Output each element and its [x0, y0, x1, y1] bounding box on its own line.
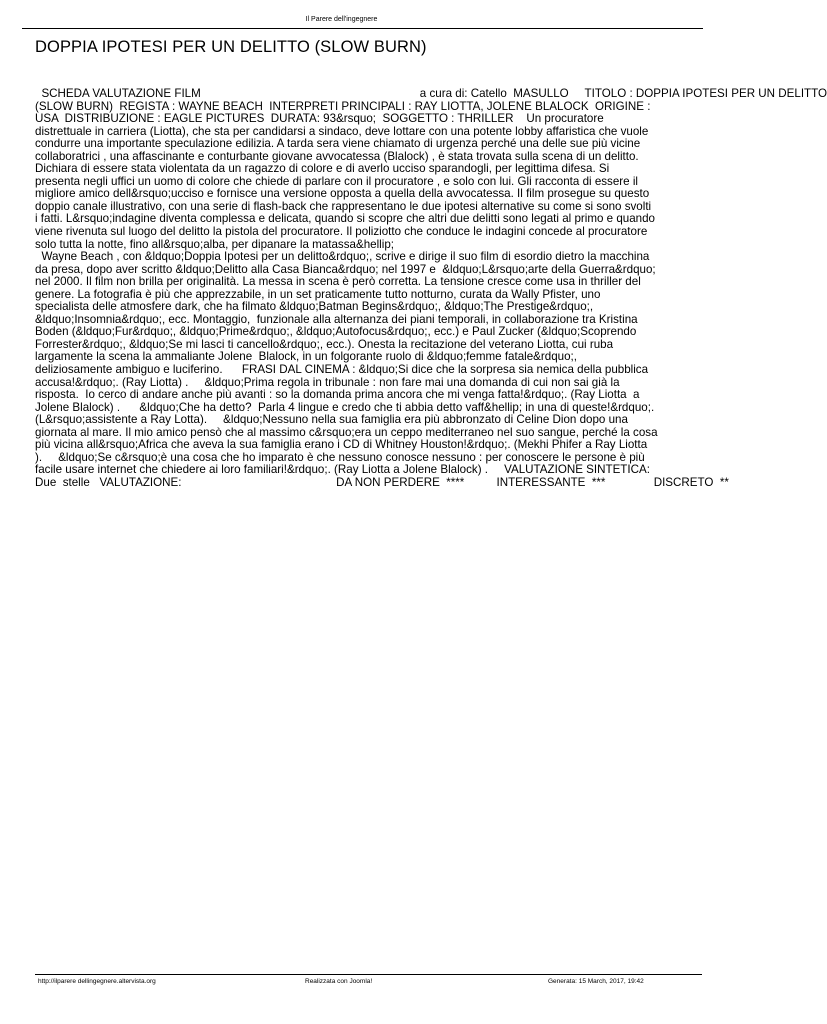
body-line: risposta. Io cerco di andare anche più avanti : so la domanda prima ancora che mi venga fatta!&rdquo;. (Ray Liotta a	[35, 388, 640, 402]
article-title: DOPPIA IPOTESI PER UN DELITTO (SLOW BURN)	[35, 38, 427, 56]
body-line	[35, 515, 725, 528]
article-body	[35, 87, 827, 540]
body-line: Boden (&ldquo;Fur&rdquo;, &ldquo;Prime&rdquo;, &ldquo;Autofocus&rdquo;, ecc.) e Paul Zucker (&ldquo;Scoprendo	[35, 325, 637, 339]
body-line: (L&rsquo;assistente a Ray Lotta). &ldquo;Nessuno nella sua famiglia era più abbronzato di Celine Dion dopo una	[35, 413, 628, 427]
body-line	[35, 527, 725, 540]
header-divider	[22, 28, 703, 29]
body-line: doppio canale illustrativo, con una serie di flash-back che rappresentano le due ipotesi alternative su come si sono svolti	[35, 199, 652, 213]
body-line: specialista delle atmosfere dark, che ha filmato &ldquo;Batman Begins&rdquo;, &ldquo;The Prestige&rdquo;,	[35, 300, 594, 314]
body-line: accusa!&rdquo;. (Ray Liotta) . &ldquo;Prima regola in tribunale : non fare mai una domanda di cui non sai già la	[35, 375, 620, 389]
body-line: migliore amico dell&rsquo;ucciso e fornisce una versione opposta a quella della avvocatessa. Il film prosegue su questo	[35, 187, 650, 201]
body-line: distrettuale in carriera (Liotta), che sta per candidarsi a sindaco, deve lottare con una potente lobby affaristica che vuole	[35, 124, 649, 138]
body-line: più vicina all&rsquo;Africa che aveva la sua famiglia erano i CD di Whitney Houston!&rdquo;. (Mekhi Phifer a Ray Liotta	[35, 438, 648, 452]
body-line: &ldquo;Insomnia&rdquo;, ecc. Montaggio, funzionale alla alternanza dei piani temporali, in collaborazione tra Kristina	[35, 312, 638, 326]
body-line: i fatti. L&rsquo;indagine diventa complessa e delicata, quando si scopre che altri due delitti sono legati al primo e quando	[35, 212, 656, 226]
body-line: Due stelle VALUTAZIONE: DA NON PERDERE **** INTERESSANTE *** DISCRETO **	[35, 475, 729, 489]
body-line: da presa, dopo aver scritto &ldquo;Delitto alla Casa Bianca&rdquo; nel 1997 e &ldquo;L&rsquo;arte della Guerra&rdquo;	[35, 262, 656, 276]
body-line	[35, 490, 725, 503]
body-line: condurre una importante speculazione edilizia. A tarda sera viene chiamato di urgenza perché una delle sue più vicine	[35, 137, 641, 151]
body-line: SCHEDA VALUTAZIONE FILM a cura di: Catello MASULLO TITOLO : DOPPIA IPOTESI PER UN DELITTO	[35, 87, 827, 100]
body-line: largamente la scena la ammaliante Jolene Blalock, in un folgorante ruolo di &ldquo;femme fatale&rdquo;,	[35, 350, 578, 364]
body-line	[35, 502, 725, 515]
body-line: deliziosamente ambiguo e luciferino. FRASI DAL CINEMA : &ldquo;Si dice che la sorpresa sia nemica della pubblica	[35, 363, 649, 377]
footer-generated-date: Generata: 15 March, 2017, 19:42	[548, 978, 644, 985]
body-line: Jolene Blalock) . &ldquo;Che ha detto? Parla 4 lingue e credo che ti abbia detto vaff&hellip; in una di queste!&rdquo;.	[35, 400, 655, 414]
body-line: viene rivenuta sul luogo del delitto la pistola del procuratore. Il poliziotto che conduce le indagini concede al procuratore	[35, 225, 648, 239]
footer-credit: Realizzata con Joomla!	[305, 978, 373, 985]
body-line: collaboratrici , una affascinante e conturbante giovane avvocatessa (Blalock) , è stata trovata sulla scena di un delitto.	[35, 149, 639, 163]
site-header-title: Il Parere dell'ingegnere	[305, 16, 378, 23]
body-line: Wayne Beach , con &ldquo;Doppia Ipotesi per un delitto&rdquo;, scrive e dirige il suo film di esordio dietro la macchina	[35, 250, 650, 264]
body-line: facile usare internet che chiedere ai loro familiari!&rdquo;. (Ray Liotta a Jolene Blalock) . VALUTAZIONE SINTETICA:	[35, 463, 650, 477]
body-line: solo tutta la notte, fino all&rsquo;alba, per dipanare la matassa&hellip;	[35, 237, 394, 251]
footer-divider	[35, 974, 702, 975]
body-line: nel 2000. Il film non brilla per originalità. La messa in scena è però corretta. La tensione cresce come usa in thriller del	[35, 275, 641, 289]
body-line: ). &ldquo;Se c&rsquo;è una cosa che ho imparato è che nessuno conosce nessuno : per conoscere le persone è più	[35, 450, 645, 464]
body-line: Forrester&rdquo;, &ldquo;Se mi lasci ti cancello&rdquo;, ecc.). Onesta la recitazione del veterano Liotta, cui ruba	[35, 337, 614, 351]
body-line: genere. La fotografia è più che apprezzabile, in un set praticamente tutto notturno, curata da Wally Pfister, uno	[35, 287, 601, 301]
footer-site-url: http://ilparere dellingegnere.altervista.org	[38, 978, 156, 985]
body-line: presenta negli uffici un uomo di colore che chiede di parlare con il procuratore , e solo con lui. Gli racconta di essere il	[35, 174, 638, 188]
body-line: Dichiara di essere stata violentata da un ragazzo di colore e di averlo ucciso sparandogli, per legittima difesa. Si	[35, 162, 610, 176]
body-line: (SLOW BURN) REGISTA : WAYNE BEACH INTERPRETI PRINCIPALI : RAY LIOTTA, JOLENE BLALOCK ORIGINE :	[35, 99, 651, 113]
body-line: USA DISTRIBUZIONE : EAGLE PICTURES DURATA: 93&rsquo; SOGGETTO : THRILLER Un procuratore	[35, 112, 604, 126]
body-line: giornata al mare. Il mio amico pensò che al massimo c&rsquo;era un ceppo mediterraneo nel suo sangue, perché la cosa	[35, 425, 658, 439]
